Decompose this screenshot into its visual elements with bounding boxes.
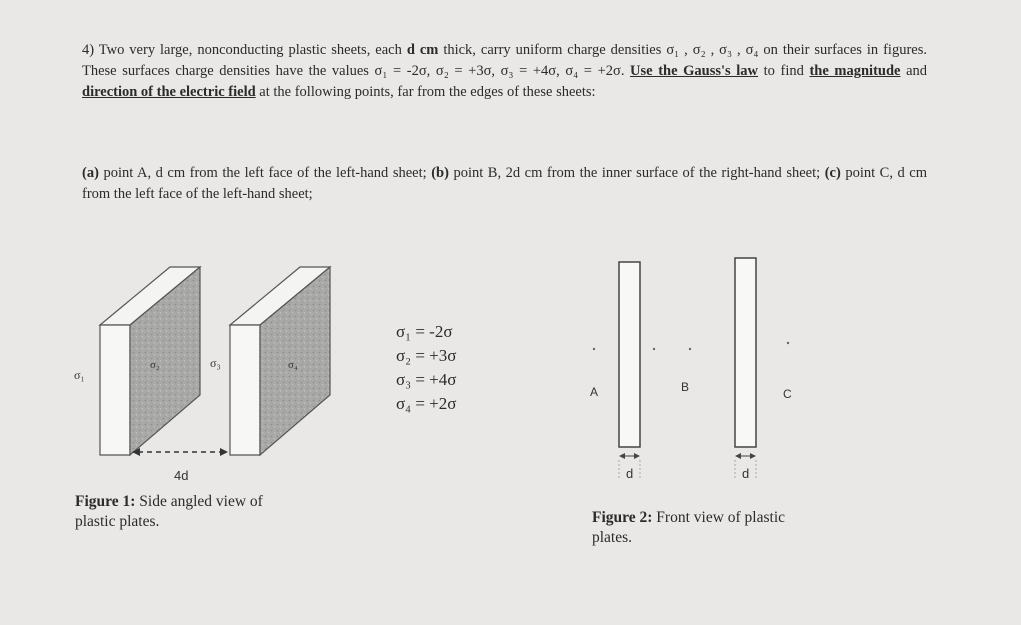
figure1-diagram bbox=[60, 255, 350, 490]
sigma1-label: σ₁ bbox=[74, 368, 85, 382]
thickness-value: d cm bbox=[406, 42, 439, 58]
part-c-text: point C, d cm from the left face of the left-hand sheet; bbox=[82, 165, 927, 202]
right-sheet bbox=[230, 267, 330, 455]
part-b-label: (b) bbox=[431, 165, 449, 181]
figure2-caption bbox=[592, 508, 822, 548]
points-text: at the following points, far from the edges of these sheets: bbox=[255, 84, 596, 100]
gap-arrow bbox=[132, 448, 228, 456]
equation-sigma1: σ₁ = -2σ bbox=[396, 322, 453, 341]
equation-sigma3: σ₃ = +4σ bbox=[396, 370, 457, 389]
right-thickness-label: d bbox=[742, 466, 750, 481]
point-a-label: A bbox=[590, 385, 599, 399]
right-plate-front bbox=[735, 258, 756, 447]
figure2-diagram bbox=[580, 250, 810, 485]
part-a-text: point A, d cm from the left face of the left-hand sheet; bbox=[98, 165, 432, 181]
sigma4-label: σ₄ bbox=[288, 359, 298, 371]
point-c-label: C bbox=[783, 387, 792, 401]
equations-list bbox=[396, 320, 456, 416]
to-find-text: to find bbox=[758, 63, 810, 79]
left-thickness-label: d bbox=[626, 466, 634, 481]
figure1-caption-text: Side angled view of plastic plates. bbox=[75, 493, 263, 530]
part-c-label: (c) bbox=[824, 165, 841, 181]
problem-statement bbox=[82, 40, 927, 103]
magnitude-emphasis: the magnitude bbox=[809, 63, 901, 79]
point-b-label: B bbox=[681, 380, 690, 394]
figure1-caption-label: Figure 1: bbox=[75, 493, 136, 510]
sigma2-label: σ₂ bbox=[150, 359, 160, 371]
equation-sigma2: σ₂ = +3σ bbox=[396, 346, 457, 365]
figure2-caption-text: Front view of plastic plates. bbox=[592, 509, 786, 546]
problem-parts bbox=[82, 163, 927, 205]
equation-sigma4: σ₄ = +2σ bbox=[396, 394, 457, 413]
gap-label: 4d bbox=[174, 468, 189, 483]
intro-text: 4) Two very large, nonconducting plastic sheets, each bbox=[82, 42, 407, 58]
gauss-law-emphasis: Use the Gauss's law bbox=[630, 63, 759, 79]
and-text: and bbox=[900, 63, 928, 79]
figure1-caption bbox=[75, 492, 305, 532]
direction-emphasis: direction of the electric field bbox=[82, 84, 256, 100]
left-plate-front bbox=[619, 262, 640, 447]
part-a-label: (a) bbox=[82, 165, 99, 181]
part-b-text: point B, 2d cm from the inner surface of the right-hand sheet; bbox=[448, 165, 825, 181]
charge-values-text: thick, carry uniform charge densities σ₁ , σ₂ , σ₃ , σ₄ on their surfaces in figures. These surfaces charge densities have the values σ₁ = -2σ, σ₂ = +3σ, σ₃ = +4σ, σ₄ = +2σ. bbox=[82, 42, 927, 79]
figure2-caption-label: Figure 2: bbox=[592, 509, 653, 526]
sigma3-label: σ₃ bbox=[210, 356, 221, 370]
